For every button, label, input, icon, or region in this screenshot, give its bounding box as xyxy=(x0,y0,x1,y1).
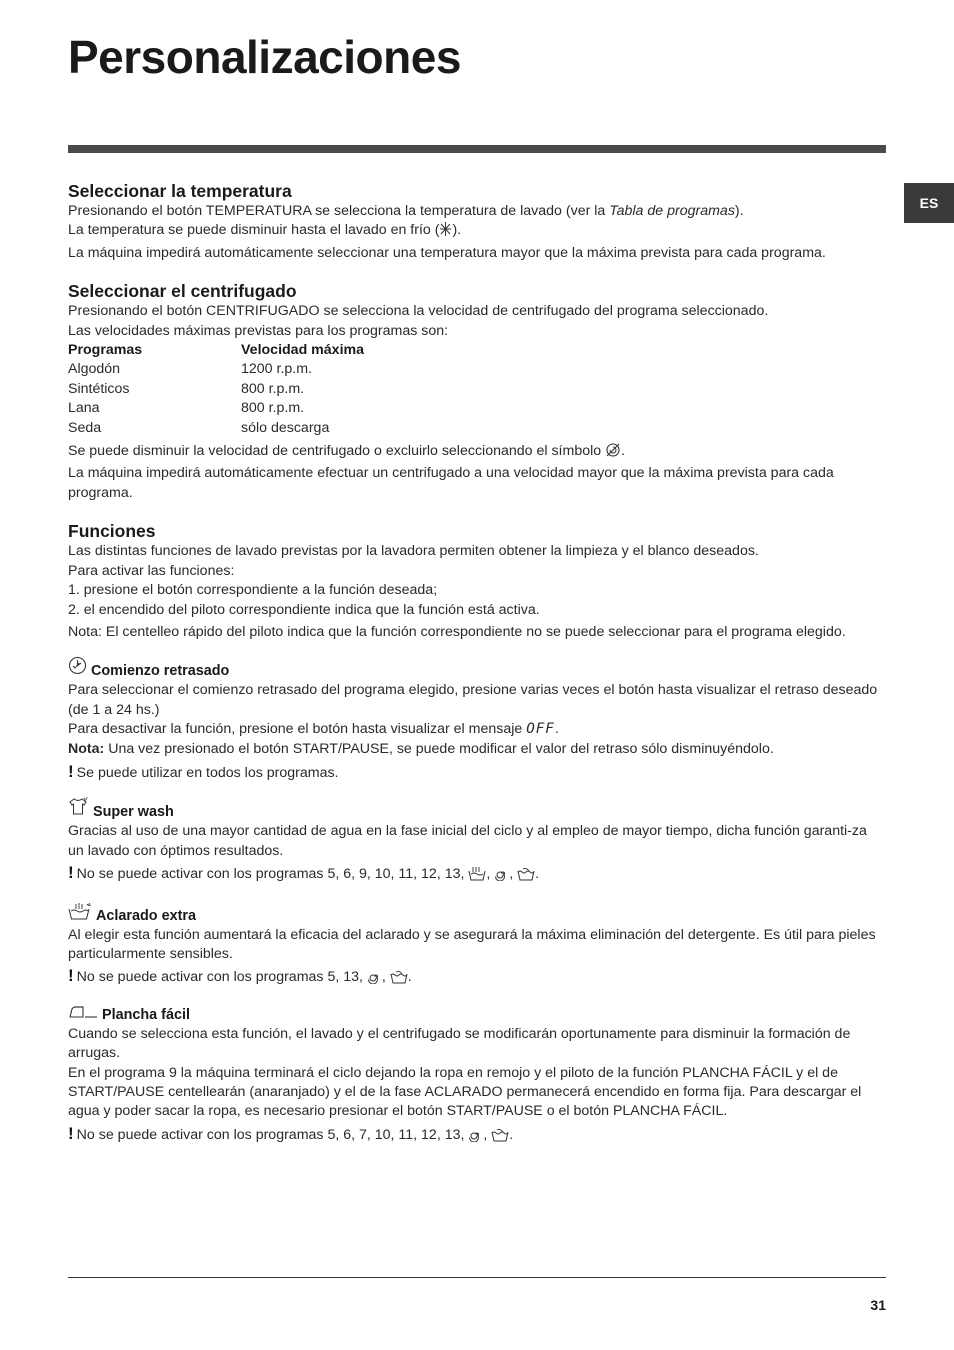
text: Plancha fácil xyxy=(102,1006,190,1023)
subsection-extra-rinse xyxy=(68,902,886,991)
subsection-delay xyxy=(68,656,886,783)
paragraph xyxy=(68,740,886,759)
paragraph: En el programa 9 la máquina terminará el ciclo dejando la ropa en remojo y el piloto de la función PLANCHA FÁCIL y el de START/PAUSE centellearán (anaranjado) y el de la fase ACLARADO permanecerá encendido en forma fija. Para descargar el agua y poder sacar la ropa, es necesario presionar el botón START/PAUSE o el botón PLANCHA FÁCIL. xyxy=(68,1064,862,1120)
section-heading-spin: Seleccionar el centrifugado xyxy=(68,281,297,302)
text: No se puede activar con los programas 5, 13, xyxy=(76,969,367,986)
text: . xyxy=(407,969,412,986)
text: , xyxy=(381,969,390,986)
handwash-icon xyxy=(390,970,408,990)
table-cell: 800 r.p.m. xyxy=(241,400,305,417)
text: Super wash xyxy=(93,804,174,821)
text: . xyxy=(509,1126,514,1143)
paragraph: Para seleccionar el comienzo retrasado del programa elegido, presione varias veces el botón hasta visualizar el retraso deseado (de 1 a 24 hs.) xyxy=(68,682,878,718)
warning-mark: ! xyxy=(68,863,74,883)
section-heading-functions: Funciones xyxy=(68,521,156,542)
paragraph: La máquina impedirá automáticamente efectuar un centrifugado a una velocidad mayor que la máxima prevista para cada programa. xyxy=(68,465,834,501)
paragraph: Nota: El centelleo rápido del piloto indica que la función correspondiente no se puede seleccionar para el programa elegido. xyxy=(68,623,846,640)
paragraph: Para activar las funciones: xyxy=(68,562,235,579)
text: Una vez presionado el botón START/PAUSE, se puede modificar el valor del retraso sólo disminuyéndolo. xyxy=(104,740,774,757)
subsection-superwash xyxy=(68,797,886,887)
section-heading-temperature: Seleccionar la temperatura xyxy=(68,181,292,201)
handwash-icon xyxy=(517,867,535,887)
table-cell: 1200 r.p.m. xyxy=(241,361,312,378)
text: Para desactivar la función, presione el botón hasta visualizar el mensaje xyxy=(68,721,527,738)
warning-note xyxy=(68,966,886,990)
spiral-icon xyxy=(468,1127,483,1148)
column-header: Velocidad máxima xyxy=(241,342,365,359)
table-cell: Sintéticos xyxy=(68,380,130,397)
page-title: Personalizaciones xyxy=(68,31,461,83)
lcd-off-text: OFF xyxy=(526,721,555,738)
table-cell: Seda xyxy=(68,419,102,436)
table-row xyxy=(68,399,364,418)
iron-icon xyxy=(68,1005,98,1025)
warning-note xyxy=(68,863,886,887)
handwash-icon xyxy=(491,1128,509,1148)
subsection-heading-delay xyxy=(68,656,886,681)
text: Presionando el botón TEMPERATURA se selecciona la temperatura de lavado (ver la xyxy=(68,203,610,219)
text: , xyxy=(483,1126,492,1143)
paragraph: Presionando el botón CENTRIFUGADO se selecciona la velocidad de centrifugado del programa seleccionado. xyxy=(68,303,769,320)
paragraph xyxy=(68,442,886,464)
no-spin-icon xyxy=(605,442,621,464)
text: No se puede activar con los programas 5, 6, 7, 10, 11, 12, 13, xyxy=(76,1126,469,1143)
speed-table xyxy=(68,341,364,438)
table-row xyxy=(68,419,364,438)
paragraph: Las distintas funciones de lavado previstas por la lavadora permiten obtener la limpieza y el blanco deseados. xyxy=(68,543,759,560)
list-item: 1. presione el botón correspondiente a la función deseada; xyxy=(68,582,438,599)
language-tab: ES xyxy=(904,183,954,223)
table-cell: sólo descarga xyxy=(241,419,330,436)
section-temperature xyxy=(68,180,886,263)
text: ). xyxy=(452,222,462,239)
table-cell: 800 r.p.m. xyxy=(241,380,305,397)
warning-mark: ! xyxy=(68,1123,74,1143)
paragraph: Las velocidades máximas previstas para los programas son: xyxy=(68,322,449,339)
cold-wash-icon xyxy=(439,221,452,243)
paragraph: Al elegir esta función aumentará la eficacia del aclarado y se asegurará la máxima eliminación del detergente. Es útil para pieles particularmente sensibles. xyxy=(68,926,876,962)
text: . xyxy=(535,866,540,883)
content xyxy=(68,180,886,1161)
warning-note xyxy=(68,1124,886,1148)
warning-mark: ! xyxy=(68,966,74,986)
subsection-easy-iron xyxy=(68,1005,886,1148)
paragraph xyxy=(68,221,886,243)
subsection-heading-easy-iron xyxy=(68,1005,886,1025)
text: . xyxy=(621,443,626,460)
paragraph: La máquina impedirá automáticamente seleccionar una temperatura mayor que la máxima prevista para cada programa. xyxy=(68,244,826,261)
table-header-row xyxy=(68,341,364,360)
list-item: 2. el encendido del piloto correspondiente indica que la función está activa. xyxy=(68,601,540,618)
title-rule xyxy=(68,145,886,153)
table-cell: Lana xyxy=(68,400,100,417)
paragraph xyxy=(68,720,886,739)
spiral-icon xyxy=(494,866,509,887)
wash-tub-icon xyxy=(468,866,486,887)
table-row xyxy=(68,380,364,399)
warning-mark: ! xyxy=(68,761,74,781)
shirt-icon xyxy=(68,797,89,822)
paragraph: Gracias al uso de una mayor cantidad de agua en la fase inicial del ciclo y al empleo de mayor tiempo, dicha función garanti-za un lavado con óptimos resultados. xyxy=(68,823,867,859)
text: Se puede disminuir la velocidad de centrifugado o excluirlo seleccionando el símbolo xyxy=(68,443,606,460)
text: Se puede utilizar en todos los programas. xyxy=(76,764,339,781)
note-label: Nota: xyxy=(68,740,105,757)
text: Aclarado extra xyxy=(96,907,196,924)
spiral-icon xyxy=(367,969,382,990)
subsection-heading-superwash xyxy=(68,797,886,822)
warning-note xyxy=(68,762,886,783)
table-cell: Algodón xyxy=(68,361,121,378)
column-header: Programas xyxy=(68,342,143,359)
paragraph: Cuando se selecciona esta función, el lavado y el centrifugado se modificarán oportunamente para disminuir la formación de arrugas. xyxy=(68,1025,851,1062)
timer-icon xyxy=(68,656,87,681)
text: , xyxy=(509,866,518,883)
text: Comienzo retrasado xyxy=(91,663,230,680)
text: ). xyxy=(734,203,744,219)
section-spin xyxy=(68,280,886,503)
text: La temperatura se puede disminuir hasta el lavado en frío ( xyxy=(68,222,440,239)
text: . xyxy=(554,721,559,738)
extra-rinse-icon xyxy=(68,902,92,926)
subsection-heading-extra-rinse xyxy=(68,902,886,926)
text: No se puede activar con los programas 5, 6, 9, 10, 11, 12, 13, xyxy=(76,866,469,883)
text: , xyxy=(486,866,495,883)
section-functions xyxy=(68,520,886,1148)
text-italic: Tabla de programas xyxy=(609,203,735,219)
footer-rule xyxy=(68,1277,886,1278)
page-number: 31 xyxy=(870,1297,886,1313)
paragraph xyxy=(68,202,886,221)
table-row xyxy=(68,360,364,379)
